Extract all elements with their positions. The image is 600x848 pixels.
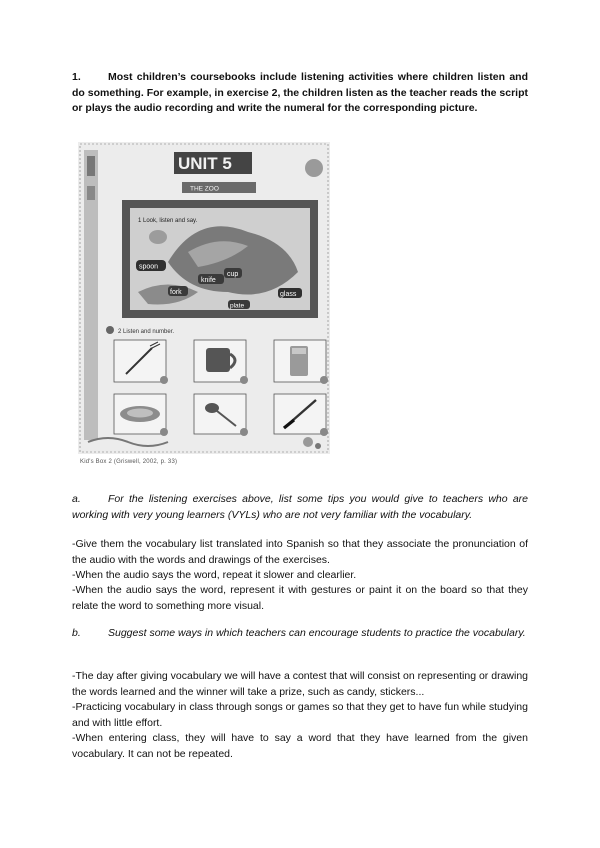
answer-b-1: -The day after giving vocabulary we will have a contest that will consist on representing or drawing the words learned and the winner will take a prize, such as candy, stickers... (72, 670, 528, 698)
question-b (72, 626, 528, 642)
coursebook-figure (78, 142, 330, 454)
answer-b-3: -When entering class, they will have to say a word that they have learned from the given vocabulary. It can not be repeated. (72, 732, 528, 760)
unit-title: UNIT 5 (178, 154, 232, 173)
answer-a-1: -Give them the vocabulary list translated into Spanish so that they associate the pronunciation of the audio with the words and drawings of the exercises. (72, 538, 528, 566)
label-word-6: glass (280, 291, 297, 298)
answer-b-2: -Practicing vocabulary in class through songs or games so that they get to have fun while studying and with little effort. (72, 701, 528, 729)
exercise-1-label: 1 Look, listen and say. (138, 218, 198, 224)
question-b-letter: b. (72, 627, 81, 639)
question-a (72, 492, 528, 523)
question-1 (72, 70, 528, 117)
label-word-5: plate (230, 302, 245, 310)
label-word-3: cup (227, 271, 239, 278)
question-1-text: Most children’s coursebooks include listening activities where children listen and do something. For example, in exercise 2, the children listen as the teacher reads the script or plays the audio recording and write the numeral for the corresponding picture. (72, 71, 528, 114)
unit-band-text: THE ZOO (190, 185, 219, 193)
label-word-4: fork (170, 289, 182, 296)
question-1-number: 1. (72, 71, 81, 83)
answer-a-2: -When the audio says the word, repeat it slower and clearlier. (72, 569, 357, 581)
label-word-1: spoon (139, 263, 159, 271)
figure-caption: Kid's Box 2 (Griswell, 2002, p. 33) (80, 459, 178, 465)
label-word-2: knife (201, 277, 216, 284)
question-a-letter: a. (72, 493, 81, 505)
question-a-text: For the listening exercises above, list some tips you would give to teachers who are working with very young learners (VYLs) who are not very familiar with the vocabulary. (72, 493, 528, 521)
exercise-2-label: 2 Listen and number. (118, 329, 175, 335)
coursebook-illustration (78, 142, 330, 454)
answer-a-3: -When the audio says the word, represent it with gestures or paint it on the board so that they relate the word to something more visual. (72, 584, 528, 612)
question-b-text: Suggest some ways in which teachers can encourage students to practice the vocabulary. (108, 627, 526, 639)
